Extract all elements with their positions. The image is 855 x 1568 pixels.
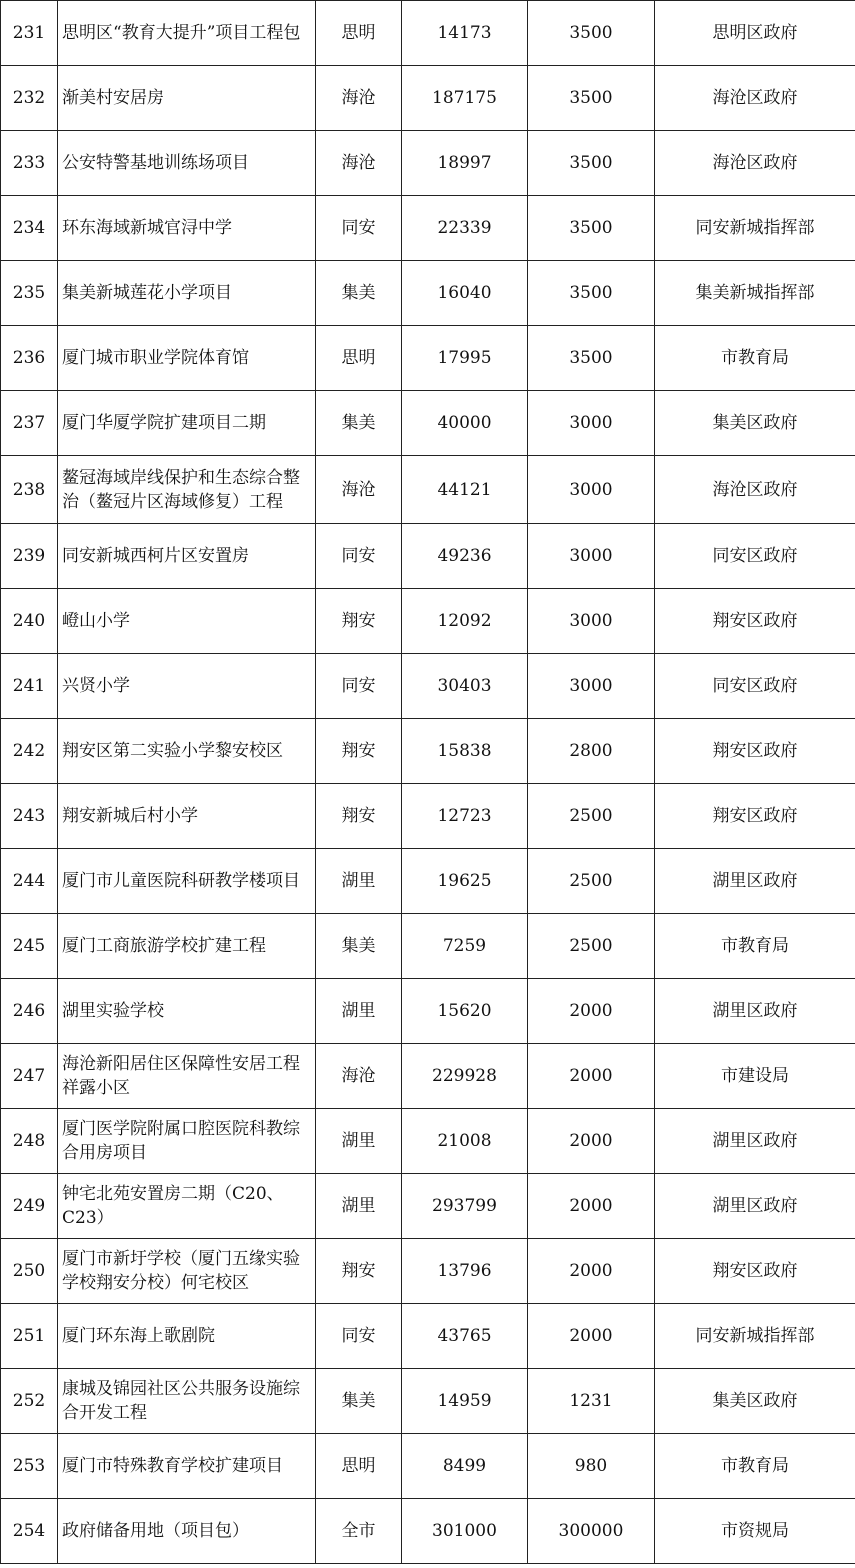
annual-plan-cell: 3500 bbox=[528, 261, 655, 326]
project-name-cell: 湖里实验学校 bbox=[58, 979, 316, 1044]
row-number-cell: 253 bbox=[1, 1434, 58, 1499]
total-investment-cell: 15838 bbox=[402, 719, 528, 784]
project-name-cell: 鳌冠海域岸线保护和生态综合整治（鳌冠片区海域修复）工程 bbox=[58, 456, 316, 524]
total-investment-cell: 44121 bbox=[402, 456, 528, 524]
total-investment-cell: 21008 bbox=[402, 1109, 528, 1174]
row-number-cell: 254 bbox=[1, 1499, 58, 1564]
total-investment-cell: 229928 bbox=[402, 1044, 528, 1109]
table-row bbox=[1, 524, 855, 589]
table-row bbox=[1, 1, 855, 66]
responsible-unit-cell: 同安新城指挥部 bbox=[655, 196, 855, 261]
table-row bbox=[1, 1369, 855, 1434]
total-investment-cell: 40000 bbox=[402, 391, 528, 456]
responsible-unit-cell: 同安新城指挥部 bbox=[655, 1304, 855, 1369]
table-row bbox=[1, 849, 855, 914]
project-name-cell: 厦门华厦学院扩建项目二期 bbox=[58, 391, 316, 456]
total-investment-cell: 16040 bbox=[402, 261, 528, 326]
project-name-cell: 厦门市儿童医院科研教学楼项目 bbox=[58, 849, 316, 914]
responsible-unit-cell: 市建设局 bbox=[655, 1044, 855, 1109]
table-row bbox=[1, 1239, 855, 1304]
district-cell: 全市 bbox=[316, 1499, 402, 1564]
row-number-cell: 233 bbox=[1, 131, 58, 196]
responsible-unit-cell: 市资规局 bbox=[655, 1499, 855, 1564]
annual-plan-cell: 3000 bbox=[528, 391, 655, 456]
district-cell: 湖里 bbox=[316, 1109, 402, 1174]
total-investment-cell: 22339 bbox=[402, 196, 528, 261]
table-row bbox=[1, 914, 855, 979]
annual-plan-cell: 2000 bbox=[528, 1174, 655, 1239]
row-number-cell: 241 bbox=[1, 654, 58, 719]
responsible-unit-cell: 湖里区政府 bbox=[655, 1174, 855, 1239]
table-row bbox=[1, 719, 855, 784]
row-number-cell: 247 bbox=[1, 1044, 58, 1109]
annual-plan-cell: 2500 bbox=[528, 849, 655, 914]
table-row bbox=[1, 979, 855, 1044]
district-cell: 集美 bbox=[316, 1369, 402, 1434]
district-cell: 湖里 bbox=[316, 1174, 402, 1239]
project-name-cell: 厦门市新圩学校（厦门五缘实验学校翔安分校）何宅校区 bbox=[58, 1239, 316, 1304]
district-cell: 集美 bbox=[316, 914, 402, 979]
project-name-cell: 政府储备用地（项目包） bbox=[58, 1499, 316, 1564]
row-number-cell: 236 bbox=[1, 326, 58, 391]
responsible-unit-cell: 湖里区政府 bbox=[655, 849, 855, 914]
total-investment-cell: 15620 bbox=[402, 979, 528, 1044]
annual-plan-cell: 3000 bbox=[528, 524, 655, 589]
table-row bbox=[1, 784, 855, 849]
row-number-cell: 231 bbox=[1, 1, 58, 66]
responsible-unit-cell: 思明区政府 bbox=[655, 1, 855, 66]
project-name-cell: 厦门城市职业学院体育馆 bbox=[58, 326, 316, 391]
district-cell: 翔安 bbox=[316, 589, 402, 654]
district-cell: 海沧 bbox=[316, 131, 402, 196]
responsible-unit-cell: 海沧区政府 bbox=[655, 66, 855, 131]
total-investment-cell: 19625 bbox=[402, 849, 528, 914]
district-cell: 同安 bbox=[316, 654, 402, 719]
table-row bbox=[1, 261, 855, 326]
row-number-cell: 248 bbox=[1, 1109, 58, 1174]
responsible-unit-cell: 同安区政府 bbox=[655, 524, 855, 589]
table-row bbox=[1, 391, 855, 456]
row-number-cell: 252 bbox=[1, 1369, 58, 1434]
project-name-cell: 嶝山小学 bbox=[58, 589, 316, 654]
district-cell: 湖里 bbox=[316, 979, 402, 1044]
responsible-unit-cell: 市教育局 bbox=[655, 914, 855, 979]
responsible-unit-cell: 海沧区政府 bbox=[655, 456, 855, 524]
responsible-unit-cell: 湖里区政府 bbox=[655, 979, 855, 1044]
responsible-unit-cell: 翔安区政府 bbox=[655, 784, 855, 849]
project-name-cell: 同安新城西柯片区安置房 bbox=[58, 524, 316, 589]
project-name-cell: 翔安区第二实验小学黎安校区 bbox=[58, 719, 316, 784]
annual-plan-cell: 3500 bbox=[528, 1, 655, 66]
total-investment-cell: 12723 bbox=[402, 784, 528, 849]
district-cell: 翔安 bbox=[316, 784, 402, 849]
total-investment-cell: 30403 bbox=[402, 654, 528, 719]
responsible-unit-cell: 市教育局 bbox=[655, 326, 855, 391]
district-cell: 湖里 bbox=[316, 849, 402, 914]
annual-plan-cell: 3500 bbox=[528, 66, 655, 131]
responsible-unit-cell: 同安区政府 bbox=[655, 654, 855, 719]
row-number-cell: 237 bbox=[1, 391, 58, 456]
district-cell: 同安 bbox=[316, 1304, 402, 1369]
row-number-cell: 246 bbox=[1, 979, 58, 1044]
district-cell: 海沧 bbox=[316, 1044, 402, 1109]
table-row bbox=[1, 196, 855, 261]
total-investment-cell: 12092 bbox=[402, 589, 528, 654]
annual-plan-cell: 2500 bbox=[528, 914, 655, 979]
responsible-unit-cell: 集美区政府 bbox=[655, 391, 855, 456]
annual-plan-cell: 3500 bbox=[528, 326, 655, 391]
table-row bbox=[1, 1499, 855, 1564]
table-row bbox=[1, 1044, 855, 1109]
project-name-cell: 集美新城莲花小学项目 bbox=[58, 261, 316, 326]
responsible-unit-cell: 翔安区政府 bbox=[655, 1239, 855, 1304]
responsible-unit-cell: 市教育局 bbox=[655, 1434, 855, 1499]
table-row bbox=[1, 1174, 855, 1239]
project-name-cell: 厦门环东海上歌剧院 bbox=[58, 1304, 316, 1369]
annual-plan-cell: 980 bbox=[528, 1434, 655, 1499]
total-investment-cell: 7259 bbox=[402, 914, 528, 979]
district-cell: 同安 bbox=[316, 524, 402, 589]
district-cell: 集美 bbox=[316, 391, 402, 456]
total-investment-cell: 293799 bbox=[402, 1174, 528, 1239]
district-cell: 集美 bbox=[316, 261, 402, 326]
annual-plan-cell: 1231 bbox=[528, 1369, 655, 1434]
row-number-cell: 251 bbox=[1, 1304, 58, 1369]
table-row bbox=[1, 1434, 855, 1499]
table-row bbox=[1, 131, 855, 196]
district-cell: 思明 bbox=[316, 1, 402, 66]
row-number-cell: 232 bbox=[1, 66, 58, 131]
total-investment-cell: 43765 bbox=[402, 1304, 528, 1369]
annual-plan-cell: 2500 bbox=[528, 784, 655, 849]
responsible-unit-cell: 翔安区政府 bbox=[655, 589, 855, 654]
district-cell: 同安 bbox=[316, 196, 402, 261]
responsible-unit-cell: 海沧区政府 bbox=[655, 131, 855, 196]
project-name-cell: 厦门医学院附属口腔医院科教综合用房项目 bbox=[58, 1109, 316, 1174]
annual-plan-cell: 2000 bbox=[528, 979, 655, 1044]
annual-plan-cell: 3500 bbox=[528, 196, 655, 261]
row-number-cell: 250 bbox=[1, 1239, 58, 1304]
total-investment-cell: 18997 bbox=[402, 131, 528, 196]
row-number-cell: 235 bbox=[1, 261, 58, 326]
row-number-cell: 238 bbox=[1, 456, 58, 524]
row-number-cell: 240 bbox=[1, 589, 58, 654]
table-row bbox=[1, 1304, 855, 1369]
annual-plan-cell: 2000 bbox=[528, 1109, 655, 1174]
annual-plan-cell: 300000 bbox=[528, 1499, 655, 1564]
responsible-unit-cell: 集美新城指挥部 bbox=[655, 261, 855, 326]
row-number-cell: 249 bbox=[1, 1174, 58, 1239]
row-number-cell: 244 bbox=[1, 849, 58, 914]
row-number-cell: 245 bbox=[1, 914, 58, 979]
project-name-cell: 海沧新阳居住区保障性安居工程祥露小区 bbox=[58, 1044, 316, 1109]
total-investment-cell: 301000 bbox=[402, 1499, 528, 1564]
district-cell: 思明 bbox=[316, 1434, 402, 1499]
row-number-cell: 242 bbox=[1, 719, 58, 784]
annual-plan-cell: 2000 bbox=[528, 1044, 655, 1109]
table-row bbox=[1, 1109, 855, 1174]
total-investment-cell: 14173 bbox=[402, 1, 528, 66]
total-investment-cell: 187175 bbox=[402, 66, 528, 131]
district-cell: 海沧 bbox=[316, 66, 402, 131]
total-investment-cell: 13796 bbox=[402, 1239, 528, 1304]
project-table-body bbox=[1, 1, 855, 1564]
annual-plan-cell: 3000 bbox=[528, 456, 655, 524]
project-name-cell: 渐美村安居房 bbox=[58, 66, 316, 131]
project-name-cell: 翔安新城后村小学 bbox=[58, 784, 316, 849]
district-cell: 海沧 bbox=[316, 456, 402, 524]
row-number-cell: 243 bbox=[1, 784, 58, 849]
responsible-unit-cell: 集美区政府 bbox=[655, 1369, 855, 1434]
annual-plan-cell: 2000 bbox=[528, 1304, 655, 1369]
project-name-cell: 环东海域新城官浔中学 bbox=[58, 196, 316, 261]
district-cell: 思明 bbox=[316, 326, 402, 391]
project-name-cell: 钟宅北苑安置房二期（C20、C23） bbox=[58, 1174, 316, 1239]
table-row bbox=[1, 456, 855, 524]
project-name-cell: 思明区“教育大提升”项目工程包 bbox=[58, 1, 316, 66]
project-name-cell: 公安特警基地训练场项目 bbox=[58, 131, 316, 196]
project-name-cell: 兴贤小学 bbox=[58, 654, 316, 719]
project-name-cell: 康城及锦园社区公共服务设施综合开发工程 bbox=[58, 1369, 316, 1434]
table-row bbox=[1, 654, 855, 719]
row-number-cell: 234 bbox=[1, 196, 58, 261]
annual-plan-cell: 3000 bbox=[528, 589, 655, 654]
table-row bbox=[1, 589, 855, 654]
total-investment-cell: 17995 bbox=[402, 326, 528, 391]
responsible-unit-cell: 湖里区政府 bbox=[655, 1109, 855, 1174]
annual-plan-cell: 2800 bbox=[528, 719, 655, 784]
responsible-unit-cell: 翔安区政府 bbox=[655, 719, 855, 784]
project-name-cell: 厦门工商旅游学校扩建工程 bbox=[58, 914, 316, 979]
annual-plan-cell: 3500 bbox=[528, 131, 655, 196]
total-investment-cell: 14959 bbox=[402, 1369, 528, 1434]
district-cell: 翔安 bbox=[316, 719, 402, 784]
row-number-cell: 239 bbox=[1, 524, 58, 589]
annual-plan-cell: 2000 bbox=[528, 1239, 655, 1304]
district-cell: 翔安 bbox=[316, 1239, 402, 1304]
project-name-cell: 厦门市特殊教育学校扩建项目 bbox=[58, 1434, 316, 1499]
table-row bbox=[1, 66, 855, 131]
total-investment-cell: 49236 bbox=[402, 524, 528, 589]
total-investment-cell: 8499 bbox=[402, 1434, 528, 1499]
annual-plan-cell: 3000 bbox=[528, 654, 655, 719]
table-row bbox=[1, 326, 855, 391]
